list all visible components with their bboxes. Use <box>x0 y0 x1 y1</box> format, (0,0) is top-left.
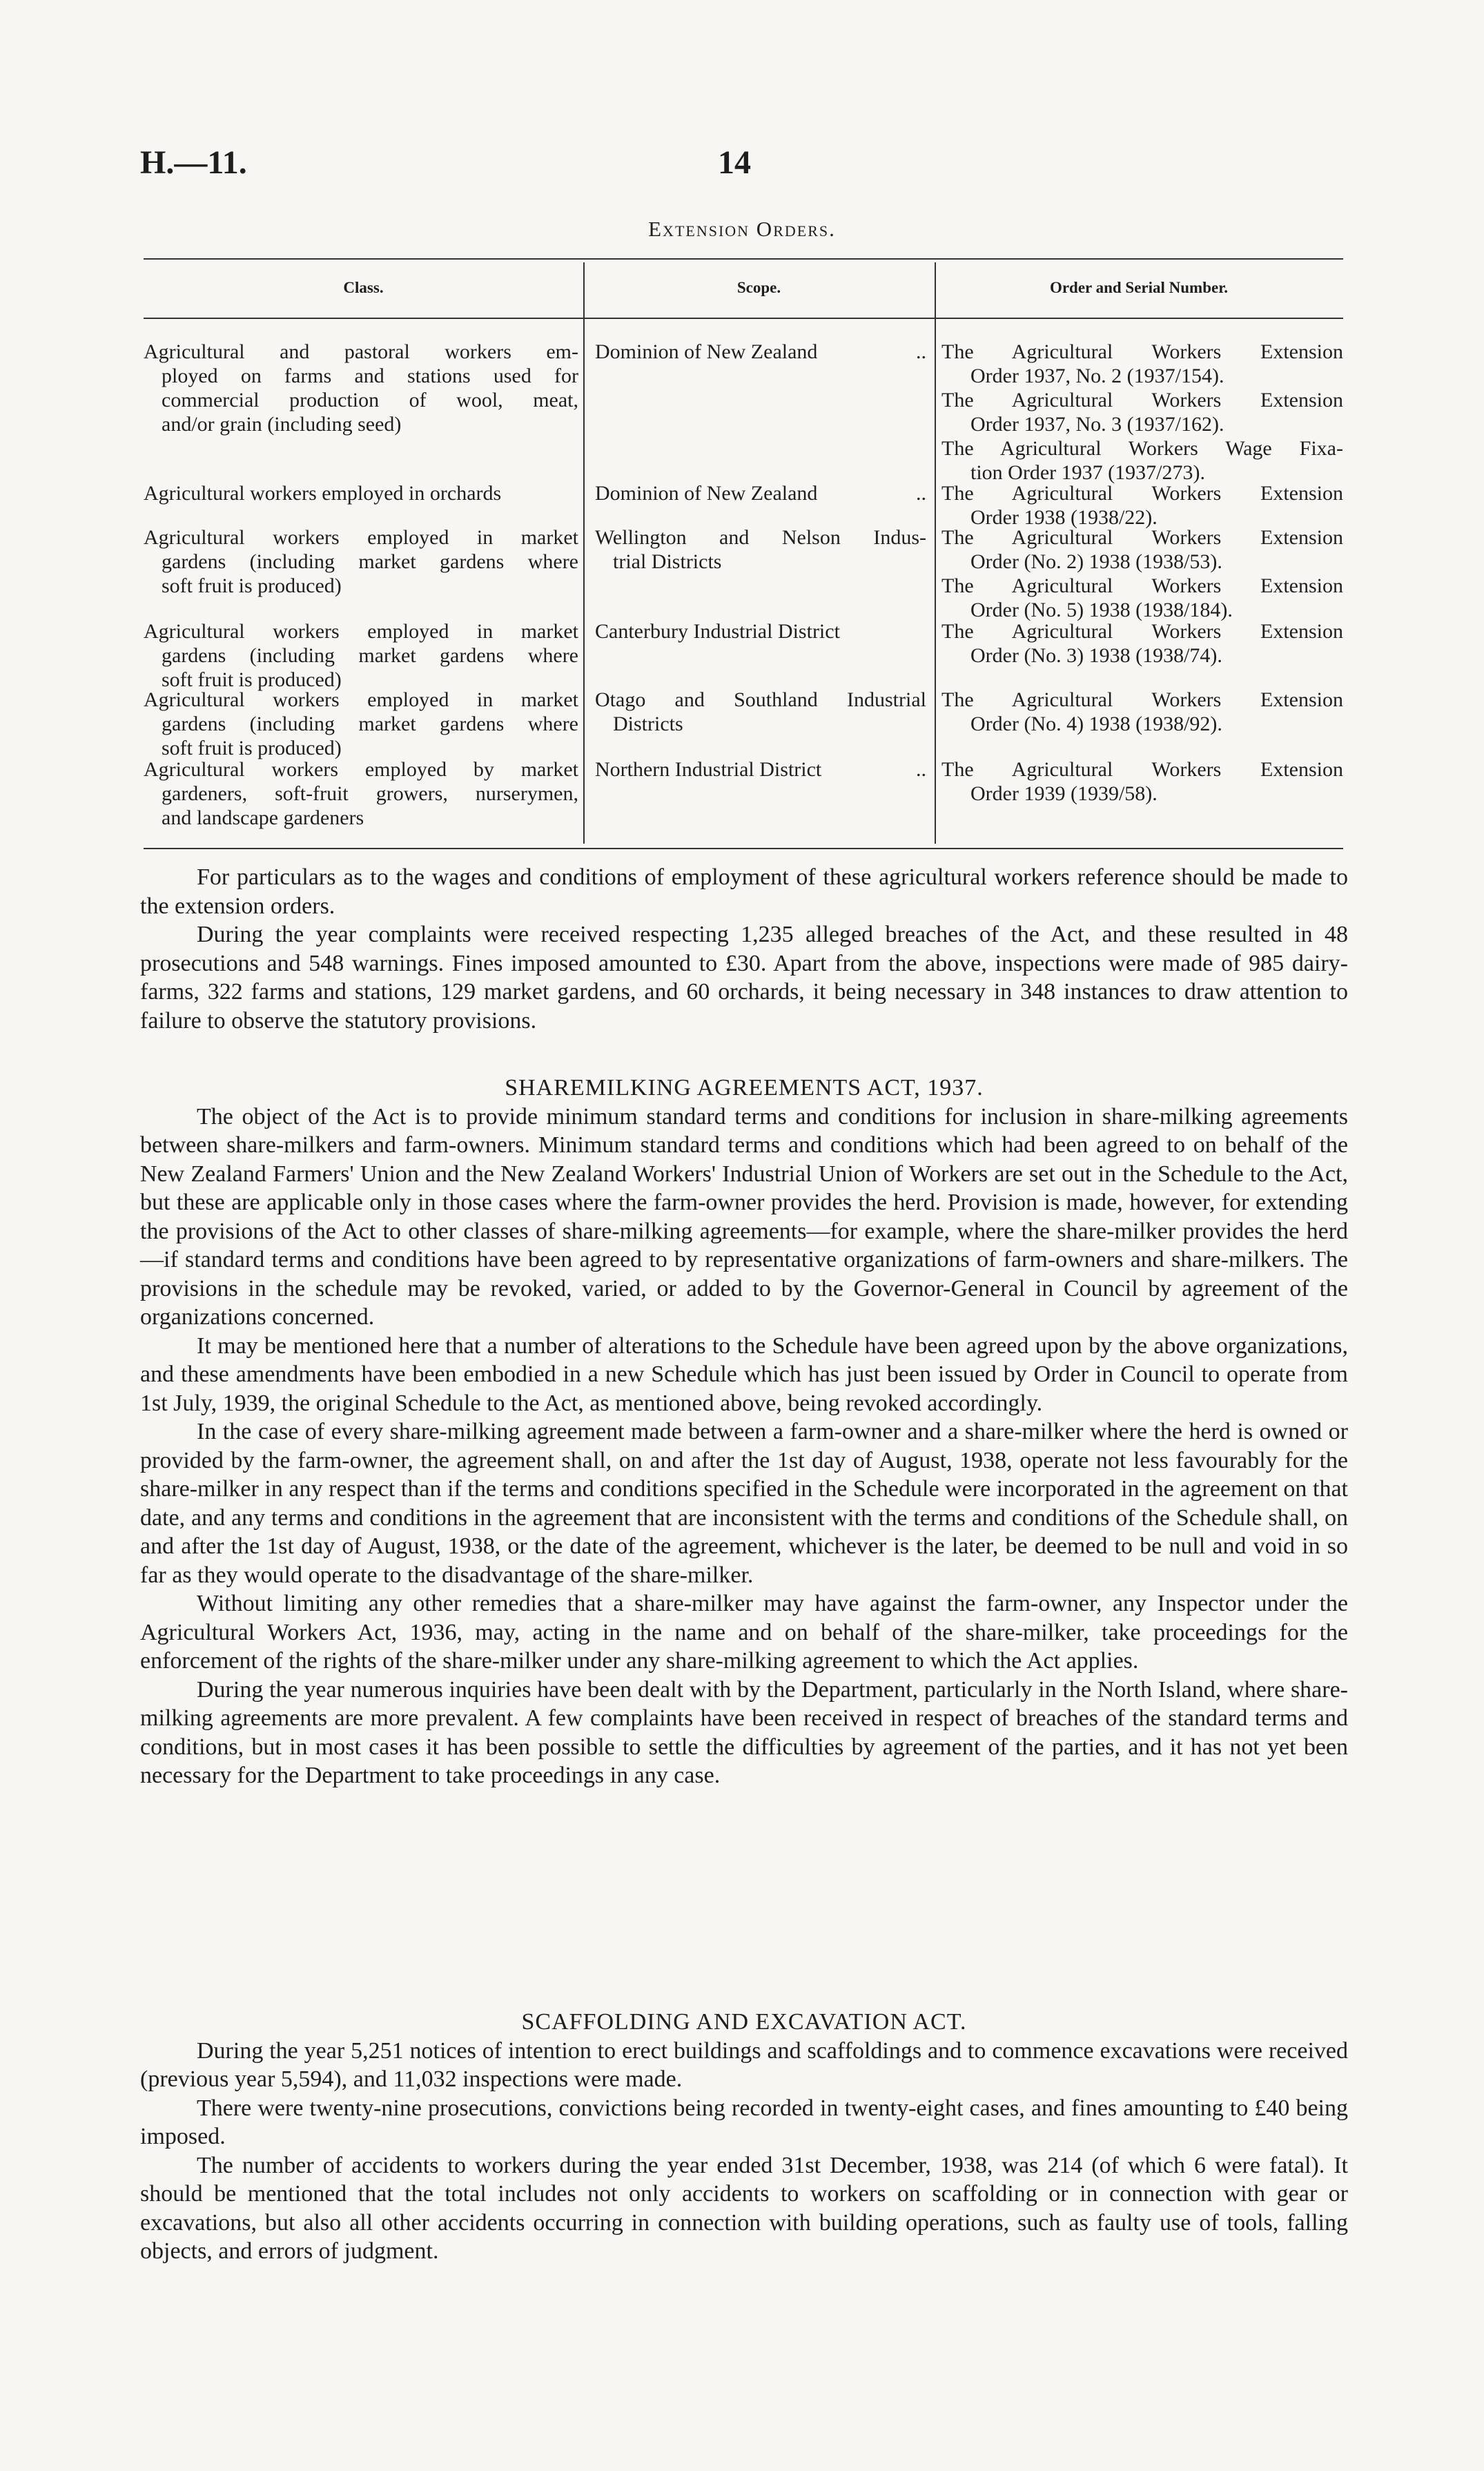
scope-text: Otago and Southland Industrial <box>595 688 926 711</box>
section-heading: SHAREMILKING AGREEMENTS ACT, 1937. <box>505 1075 984 1101</box>
class-cell <box>144 757 578 830</box>
paragraph: In the case of every share-milking agreement made between a farm-owner and a share-milker where the herd is owned or provided by the farm-owner, the agreement shall, on and after the 1st day of August, 1938, operate not less favourably for the share-milker in any respect than if the terms and conditions specified in the Schedule were incorporated in the agreement on that date, and any terms and conditions in the agreement that are inconsistent with the terms and conditions of the Schedule shall, on and after the 1st day of August, 1938, or the date of the agreement, whichever is the later, be deemed to be null and void in so far as they would operate to the disadvantage of the share-milker. <box>140 1419 1348 1588</box>
order-line: The Agricultural Workers Extension <box>941 482 1343 505</box>
scope-cell <box>595 525 926 574</box>
class-line: and landscape gardeners <box>162 806 364 829</box>
table-title: Extension Orders. <box>648 217 836 241</box>
order-entry <box>941 757 1343 806</box>
class-line: Agricultural workers employed in market <box>144 620 578 643</box>
paragraph: During the year numerous inquiries have been dealt with by the Department, particularly in the North Island, where share-milking agreements are more prevalent. A few complaints have been received in respect of breaches of the standard terms and conditions, but in most cases it has been possible to settle the difficulties by agreement of the parties, and it has not yet been necessary for the Department to take proceedings in any case. <box>140 1676 1348 1788</box>
class-line: gardeners, soft-fruit growers, nurserymen, <box>162 782 578 805</box>
scope-cell <box>595 688 926 736</box>
order-line: Order (No. 5) 1938 (1938/184). <box>970 599 1233 621</box>
scope-text: Northern Industrial District <box>595 758 822 781</box>
paragraph: There were twenty-nine prosecutions, convictions being recorded in twenty-eight cases, and fines amounting to £40 being imposed. <box>140 2095 1348 2149</box>
scope-text: Wellington and Nelson Indus- <box>595 526 926 549</box>
order-line: Order (No. 2) 1938 (1938/53). <box>970 550 1222 573</box>
paragraph: The number of accidents to workers during the year ended 31st December, 1938, was 214 (of which 6 were fatal). It should be mentioned that the total includes not only accidents to workers on scaffolding or in connection with gear or excavations, but also all other accidents occurring in connection with building operations, such as faulty use of tools, falling objects, and errors of judgment. <box>140 2152 1348 2264</box>
class-line: gardens (including market gardens where <box>162 713 578 735</box>
scope-cell <box>595 340 926 364</box>
order-entry <box>941 436 1343 485</box>
order-line: Order 1937, No. 3 (1937/162). <box>970 413 1224 436</box>
class-line: and/or grain (including seed) <box>162 413 402 436</box>
class-line: soft fruit is produced) <box>162 737 342 759</box>
class-line: Agricultural and pastoral workers em- <box>144 340 578 363</box>
order-entry <box>941 481 1343 530</box>
document-code: H.—11. <box>140 144 247 181</box>
scope-text: trial Districts <box>613 550 722 573</box>
leader-dots: .. <box>916 482 926 505</box>
order-entry <box>941 340 1343 388</box>
class-cell <box>144 688 578 760</box>
order-line: The Agricultural Workers Extension <box>941 574 1343 597</box>
table-bottom-rule <box>144 848 1343 849</box>
order-cell <box>941 525 1343 622</box>
class-line: ployed on farms and stations used for <box>162 365 578 387</box>
order-line: Order 1937, No. 2 (1937/154). <box>970 365 1224 387</box>
order-entry <box>941 574 1343 622</box>
order-line: tion Order 1937 (1937/273). <box>970 461 1205 484</box>
order-line: Order 1939 (1939/58). <box>970 782 1158 805</box>
sharemilking-section <box>140 1074 1348 1790</box>
order-line: Order 1938 (1938/22). <box>970 506 1158 529</box>
page-number: 14 <box>718 144 751 181</box>
class-cell <box>144 619 578 692</box>
order-entry <box>941 619 1343 668</box>
column-header-order: Order and Serial Number. <box>1049 279 1229 296</box>
class-line: Agricultural workers employed in market <box>144 526 578 549</box>
scope-text: Canterbury Industrial District <box>595 620 840 643</box>
leader-dots: .. <box>916 758 926 781</box>
order-line: The Agricultural Workers Extension <box>941 389 1343 411</box>
class-cell <box>144 525 578 598</box>
class-cell <box>144 481 578 505</box>
order-line: The Agricultural Workers Extension <box>941 340 1343 363</box>
order-line: Order (No. 4) 1938 (1938/92). <box>970 713 1222 735</box>
table-top-rule <box>144 258 1343 260</box>
section-heading: SCAFFOLDING AND EXCAVATION ACT. <box>521 2009 967 2035</box>
class-line: Agricultural workers employed in orchards <box>144 482 502 505</box>
order-cell <box>941 481 1343 530</box>
paragraph: Without limiting any other remedies that a share-milker may have against the farm-owner, any Inspector under the Agricultural Workers Act, 1936, may, acting in the name and on behalf of the share-milker, take proceedings for the enforcement of the rights of the share-milker under any share-milking agreement to which the Act applies. <box>140 1591 1348 1674</box>
paragraph: During the year complaints were received respecting 1,235 alleged breaches of the Act, and these resulted in 48 prosecutions and 548 warnings. Fines imposed amounted to £30. Apart from the above, inspections were made of 985 dairy-farms, 322 farms and stations, 129 market gardens, and 60 orchards, it being necessary in 348 instances to draw attention to failure to observe the statutory provisions. <box>140 922 1348 1034</box>
class-cell <box>144 340 578 436</box>
column-header-scope: Scope. <box>736 279 781 296</box>
order-line: The Agricultural Workers Extension <box>941 620 1343 643</box>
paragraph: The object of the Act is to provide minimum standard terms and conditions for inclusion in share-milking agreements between share-milkers and farm-owners. Minimum standard terms and conditions which had been agreed to on behalf of the New Zealand Farmers' Union and the New Zealand Workers' Industrial Union of Workers are set out in the Schedule to the Act, but these are applicable only in those cases where the farm-owner provides the herd. Provision is made, however, for extending the provisions of the Act to other classes of share-milking agreements—for example, where the share-milker provides the herd—if standard terms and conditions have been agreed to by representative organizations of farm-owners and share-milkers. The provisions in the schedule may be revoked, varied, or added to by the Governor-General in Council by agreement of the organizations concerned. <box>140 1103 1348 1330</box>
class-line: Agricultural workers employed in market <box>144 688 578 711</box>
table-column-divider <box>583 262 585 844</box>
paragraph: During the year 5,251 notices of intention to erect buildings and scaffoldings and to commence excavations were received (previous year 5,594), and 11,032 inspections were made. <box>140 2037 1348 2092</box>
scope-cell <box>595 757 926 782</box>
class-line: gardens (including market gardens where <box>162 550 578 573</box>
order-line: The Agricultural Workers Extension <box>941 758 1343 781</box>
order-line: The Agricultural Workers Extension <box>941 526 1343 549</box>
scaffolding-section <box>140 2008 1348 2266</box>
scope-cell <box>595 481 926 505</box>
order-line: The Agricultural Workers Extension <box>941 688 1343 711</box>
scope-cell <box>595 619 926 643</box>
order-entry <box>941 388 1343 436</box>
table-column-divider <box>935 262 936 844</box>
class-line: soft fruit is produced) <box>162 574 342 597</box>
order-cell <box>941 340 1343 485</box>
order-entry <box>941 525 1343 574</box>
paragraph: It may be mentioned here that a number of alterations to the Schedule have been agreed upon by the above organizations, and these amendments have been embodied in a new Schedule which has just been issued by Order in Council to operate from 1st July, 1939, the original Schedule to the Act, as mentioned above, being revoked accordingly. <box>140 1333 1348 1416</box>
order-cell <box>941 757 1343 806</box>
class-line: gardens (including market gardens where <box>162 644 578 667</box>
order-line: Order (No. 3) 1938 (1938/74). <box>970 644 1222 667</box>
class-line: Agricultural workers employed by market <box>144 758 578 781</box>
class-line: commercial production of wool, meat, <box>162 389 578 411</box>
order-entry <box>941 688 1343 736</box>
intro-text <box>140 863 1348 1035</box>
scope-text: Dominion of New Zealand <box>595 482 818 505</box>
order-line: The Agricultural Workers Wage Fixa- <box>941 437 1343 460</box>
scope-text: Districts <box>613 713 683 735</box>
class-line: soft fruit is produced) <box>162 668 342 691</box>
scope-text: Dominion of New Zealand <box>595 340 818 363</box>
paragraph: For particulars as to the wages and conditions of employment of these agricultural workers reference should be made to the extension orders. <box>140 864 1348 919</box>
order-cell <box>941 619 1343 668</box>
table-header-rule <box>144 318 1343 319</box>
column-header-class: Class. <box>343 279 384 296</box>
leader-dots: .. <box>916 340 926 363</box>
order-cell <box>941 688 1343 736</box>
